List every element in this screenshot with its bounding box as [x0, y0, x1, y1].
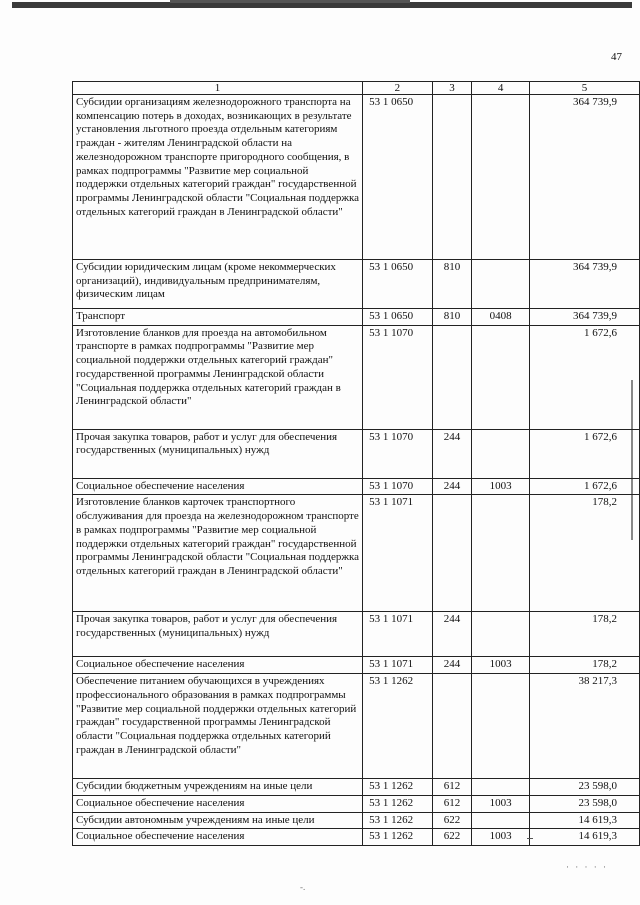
- table-row: [73, 779, 640, 796]
- row-section: 1003: [472, 478, 530, 495]
- header-col-1: 1: [73, 82, 363, 95]
- row-expense-type: 810: [432, 260, 471, 309]
- row-code: 53 1 0650: [363, 95, 433, 260]
- row-amount: 1 672,6: [530, 325, 640, 429]
- row-amount: 178,2: [530, 495, 640, 612]
- row-expense-type: 244: [432, 429, 471, 478]
- row-code: 53 1 1070: [363, 478, 433, 495]
- row-section: 0408: [472, 309, 530, 326]
- row-description: Субсидии бюджетным учреждениям на иные цели: [73, 779, 363, 796]
- page-number: 47: [611, 51, 622, 63]
- scan-top-mark: [170, 0, 410, 3]
- row-description: Изготовление бланков для проезда на автомобильном транспорте в рамках подпрограммы "Развитие мер социальной поддержки отдельных категорий граждан" государственной программы Ленинградской области "Социальная поддержка отдельных категорий граждан в Ленинградской области": [73, 325, 363, 429]
- row-amount: 23 598,0: [530, 795, 640, 812]
- header-col-4: 4: [472, 82, 530, 95]
- row-amount: 23 598,0: [530, 779, 640, 796]
- row-amount: 14 619,3: [530, 829, 640, 846]
- table-body: [73, 82, 640, 846]
- row-expense-type: [432, 495, 471, 612]
- table-row: [73, 829, 640, 846]
- row-description: Субсидии юридическим лицам (кроме некоммерческих организаций), индивидуальным предпринимателям, физическим лицам: [73, 260, 363, 309]
- row-expense-type: 244: [432, 657, 471, 674]
- row-expense-type: [432, 95, 471, 260]
- row-expense-type: [432, 325, 471, 429]
- row-expense-type: [432, 674, 471, 779]
- table-row: [73, 674, 640, 779]
- row-amount: 14 619,3: [530, 812, 640, 829]
- table-row: [73, 812, 640, 829]
- header-col-2: 2: [363, 82, 433, 95]
- row-description: Субсидии организациям железнодорожного транспорта на компенсацию потерь в доходах, возникающих в результате установления льготного проезда отдельным категориям граждан - жителям Ленинградской области на железнодорожном транспорте пригородного сообщения, в рамках подпрограммы "Развитие мер социальной поддержки отдельных категорий граждан" государственной программы Ленинградской области "Социальная поддержка отдельных категорий граждан в Ленинградской области": [73, 95, 363, 260]
- table-row: [73, 612, 640, 657]
- row-section: [472, 495, 530, 612]
- row-section: 1003: [472, 657, 530, 674]
- row-description: Социальное обеспечение населения: [73, 795, 363, 812]
- scan-dash: [527, 838, 533, 839]
- row-section: [472, 612, 530, 657]
- table-row: [73, 495, 640, 612]
- row-amount: 178,2: [530, 612, 640, 657]
- table-row: [73, 325, 640, 429]
- row-expense-type: 244: [432, 612, 471, 657]
- row-section: [472, 779, 530, 796]
- row-section: [472, 95, 530, 260]
- row-section: [472, 674, 530, 779]
- row-expense-type: 810: [432, 309, 471, 326]
- row-section: [472, 812, 530, 829]
- row-amount: 1 672,6: [530, 429, 640, 478]
- row-expense-type: 622: [432, 829, 471, 846]
- header-row: [73, 82, 640, 95]
- row-section: [472, 260, 530, 309]
- row-expense-type: 612: [432, 779, 471, 796]
- row-amount: 364 739,9: [530, 309, 640, 326]
- row-expense-type: 622: [432, 812, 471, 829]
- row-section: 1003: [472, 829, 530, 846]
- row-expense-type: 612: [432, 795, 471, 812]
- row-expense-type: 244: [432, 478, 471, 495]
- header-col-3: 3: [432, 82, 471, 95]
- row-code: 53 1 0650: [363, 260, 433, 309]
- table-row: [73, 260, 640, 309]
- table-row: [73, 95, 640, 260]
- row-description: Изготовление бланков карточек транспортного обслуживания для проезда на железнодорожном транспорте в рамках подпрограммы "Развитие мер социальной поддержки отдельных категорий граждан" государственной программы Ленинградской области "Социальная поддержка отдельных категорий граждан в Ленинградской области": [73, 495, 363, 612]
- row-code: 53 1 1071: [363, 657, 433, 674]
- row-code: 53 1 1262: [363, 795, 433, 812]
- table-row: [73, 309, 640, 326]
- row-section: [472, 429, 530, 478]
- row-amount: 1 672,6: [530, 478, 640, 495]
- row-section: [472, 325, 530, 429]
- row-description: Транспорт: [73, 309, 363, 326]
- row-amount: 364 739,9: [530, 260, 640, 309]
- row-description: Социальное обеспечение населения: [73, 657, 363, 674]
- row-code: 53 1 0650: [363, 309, 433, 326]
- row-code: 53 1 1262: [363, 779, 433, 796]
- row-description: Прочая закупка товаров, работ и услуг для обеспечения государственных (муниципальных) нужд: [73, 612, 363, 657]
- row-code: 53 1 1262: [363, 829, 433, 846]
- row-description: Обеспечение питанием обучающихся в учреждениях профессионального образования в рамках подпрограммы "Развитие мер социальной поддержки отдельных категорий граждан" государственной программы Ленинградской области "Социальная поддержка отдельных категорий граждан в Ленинградской области": [73, 674, 363, 779]
- table-row: [73, 478, 640, 495]
- table-row: [73, 657, 640, 674]
- row-description: Субсидии автономным учреждениям на иные цели: [73, 812, 363, 829]
- row-code: 53 1 1070: [363, 325, 433, 429]
- row-code: 53 1 1262: [363, 812, 433, 829]
- row-amount: 38 217,3: [530, 674, 640, 779]
- row-code: 53 1 1071: [363, 612, 433, 657]
- row-description: Прочая закупка товаров, работ и услуг для обеспечения государственных (муниципальных) нужд: [73, 429, 363, 478]
- header-col-5: 5: [530, 82, 640, 95]
- row-description: Социальное обеспечение населения: [73, 829, 363, 846]
- scan-dots: · · · · ·: [566, 862, 608, 872]
- row-code: 53 1 1262: [363, 674, 433, 779]
- table-row: [73, 795, 640, 812]
- row-description: Социальное обеспечение населения: [73, 478, 363, 495]
- row-section: 1003: [472, 795, 530, 812]
- table-row: [73, 429, 640, 478]
- row-code: 53 1 1070: [363, 429, 433, 478]
- scan-artifact: -.: [300, 882, 306, 892]
- row-code: 53 1 1071: [363, 495, 433, 612]
- budget-table: [72, 81, 640, 846]
- row-amount: 178,2: [530, 657, 640, 674]
- row-amount: 364 739,9: [530, 95, 640, 260]
